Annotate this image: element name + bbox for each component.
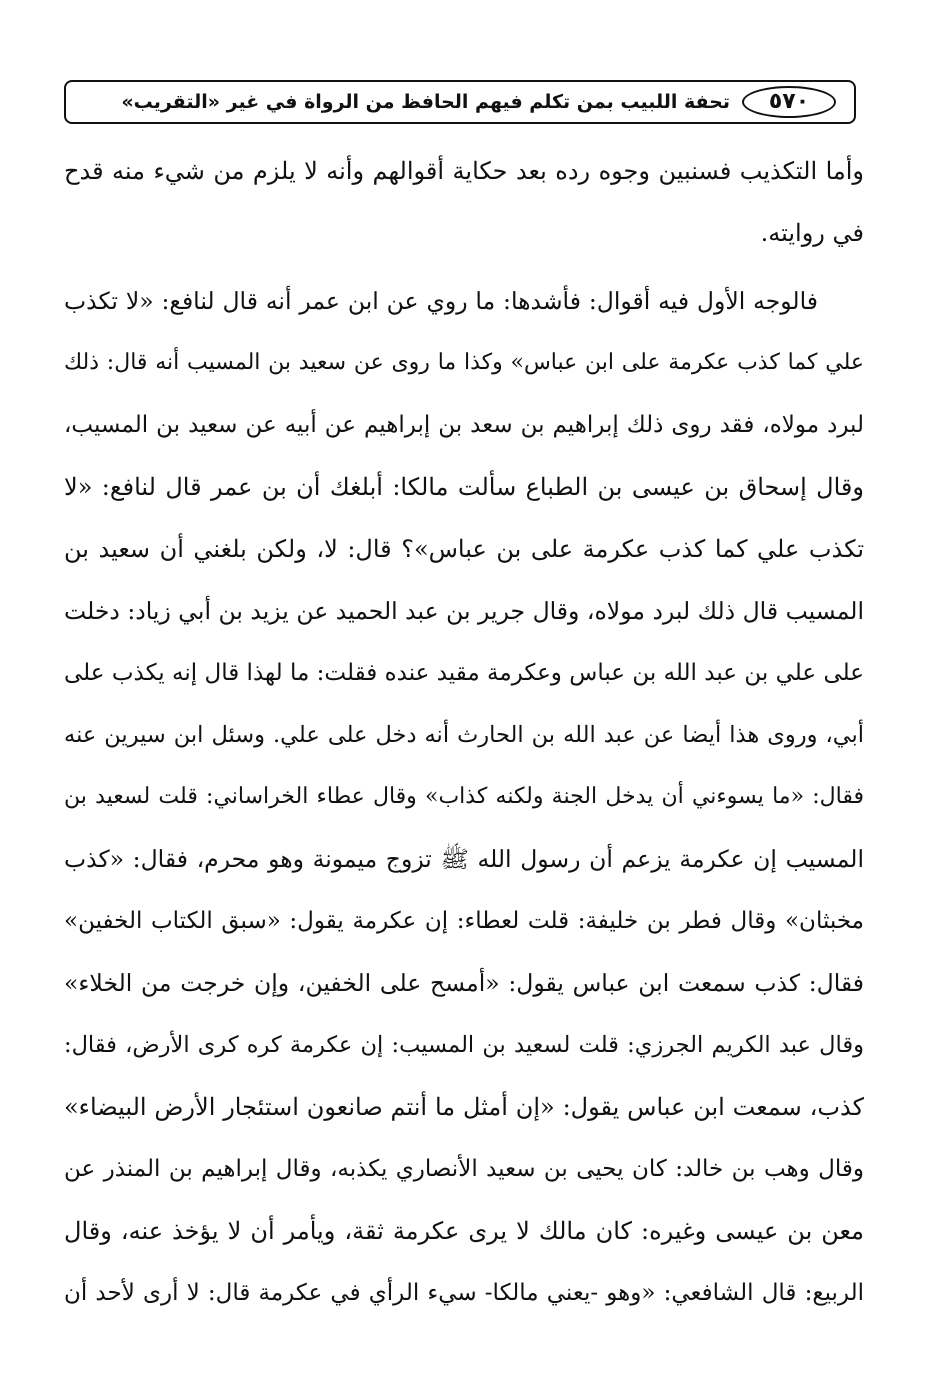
page-number: ٥٧٠ — [742, 86, 836, 118]
text-line: فقال: «ما يسوءني أن يدخل الجنة ولكنه كذاب» وقال عطاء الخراساني: قلت لسعيد بن — [64, 784, 864, 809]
text-line: تكذب علي كما كذب عكرمة على بن عباس»؟ قال: لا، ولكن بلغني أن سعيد بن — [64, 535, 864, 563]
text-line: علي كما كذب عكرمة على ابن عباس» وكذا ما روى عن سعيد بن المسيب أنه قال: ذلك — [64, 350, 864, 375]
text-line: وقال إسحاق بن عيسى بن الطباع سألت مالكا: أبلغك أن بن عمر قال لنافع: «لا — [64, 473, 864, 501]
text-line: وأما التكذيب فسنبين وجوه رده بعد حكاية أقوالهم وأنه لا يلزم من شيء منه قدح — [64, 157, 864, 185]
text-line: فالوجه الأول فيه أقوال: فأشدها: ما روي عن ابن عمر أنه قال لنافع: «لا تكذب — [64, 287, 818, 315]
text-line: وقال عبد الكريم الجرزي: قلت لسعيد بن المسيب: إن عكرمة كره كرى الأرض، فقال: — [64, 1032, 864, 1058]
body-text — [64, 140, 864, 1324]
running-header — [64, 80, 856, 124]
running-title: تحفة اللبيب بمن تكلم فيهم الحافظ من الرواة في غير «التقريب» — [121, 91, 730, 113]
text-line: في روايته. — [760, 219, 864, 247]
text-line: مخبثان» وقال فطر بن خليفة: قلت لعطاء: إن عكرمة يقول: «سبق الكتاب الخفين» — [64, 908, 864, 934]
text-line: كذب، سمعت ابن عباس يقول: «إن أمثل ما أنتم صانعون استئجار الأرض البيضاء» — [64, 1093, 864, 1121]
text-line: لبرد مولاه، فقد روى ذلك إبراهيم بن سعد بن إبراهيم عن أبيه عن سعيد بن المسيب، — [64, 412, 864, 438]
text-line: المسيب قال ذلك لبرد مولاه، وقال جرير بن عبد الحميد عن يزيد بن أبي زياد: دخلت — [64, 597, 864, 625]
text-line: أبي، وروى هذا أيضا عن عبد الله بن الحارث أنه دخل على علي. وسئل ابن سيرين عنه — [64, 722, 864, 748]
text-line: على علي بن عبد الله بن عباس وعكرمة مقيد عنده فقلت: ما لهذا قال إنه يكذب على — [64, 660, 864, 686]
text-line: المسيب إن عكرمة يزعم أن رسول الله ﷺ تزوج ميمونة وهو محرم، فقال: «كذب — [64, 845, 864, 873]
text-line: فقال: كذب سمعت ابن عباس يقول: «أمسح على الخفين، وإن خرجت من الخلاء» — [64, 969, 864, 997]
text-line: معن بن عيسى وغيره: كان مالك لا يرى عكرمة ثقة، ويأمر أن لا يؤخذ عنه، وقال — [64, 1217, 864, 1245]
text-line: وقال وهب بن خالد: كان يحيى بن سعيد الأنصاري يكذبه، وقال إبراهيم بن المنذر عن — [64, 1156, 864, 1182]
text-line: الربيع: قال الشافعي: «وهو -يعني مالكا- سيء الرأي في عكرمة قال: لا أرى لأحد أن — [64, 1280, 864, 1306]
